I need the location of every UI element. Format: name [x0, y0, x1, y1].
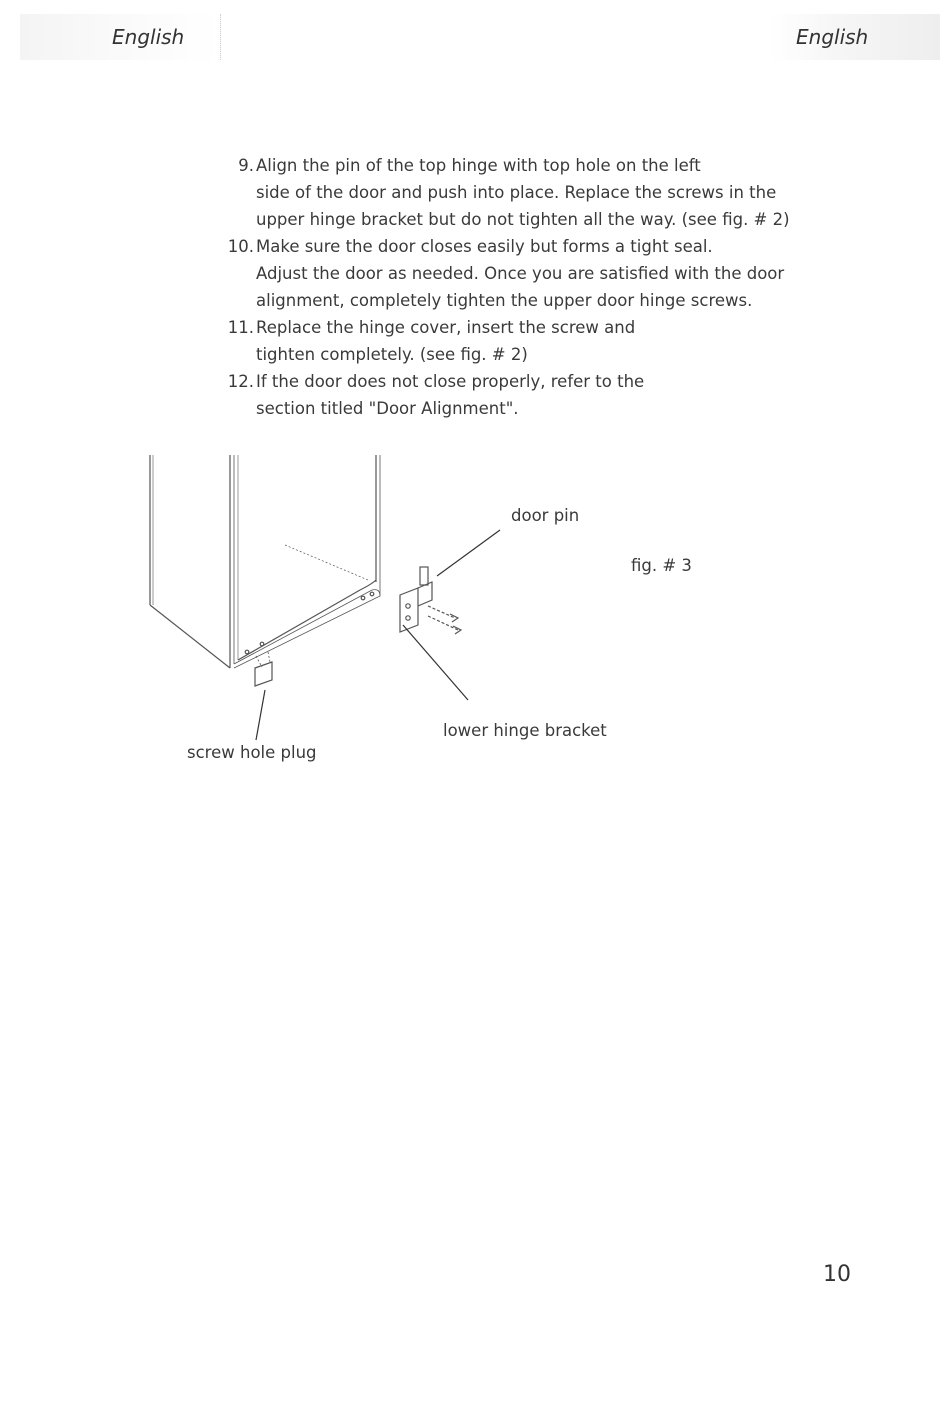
screw-hole-plug-shape [255, 662, 272, 686]
step-9 [214, 152, 824, 233]
step-text: Replace the hinge cover, insert the screw and tighten completely. (see fig. # 2) [256, 318, 636, 364]
step-number: 11. [227, 318, 254, 337]
header-language-tab-left [20, 14, 221, 60]
step-text: Align the pin of the top hinge with top hole on the left side of the door and push into place. Replace the screws in the upper hinge bracket but do not tighten all the way. (see fig. # 2) [256, 156, 790, 229]
step-number: 12. [227, 372, 254, 391]
lower-hinge-bracket-shape [400, 588, 418, 632]
screw-hole-plug-leader [256, 690, 265, 740]
page-number: 10 [823, 1262, 851, 1287]
label-figure-number: fig. # 3 [631, 556, 692, 575]
lower-hinge-bracket-leader [403, 625, 468, 700]
step-number: 9. [238, 156, 254, 175]
header-language-tab-right [770, 14, 940, 60]
header-language-label-right: English [796, 25, 869, 49]
door-pin-leader [437, 530, 500, 576]
door-pin-shape [420, 567, 428, 585]
step-number: 10. [227, 237, 254, 256]
label-lower-hinge-bracket: lower hinge bracket [443, 721, 607, 740]
header-language-label-left: English [112, 25, 185, 49]
door-bottom-edge [238, 580, 376, 660]
step-11 [214, 314, 824, 368]
label-door-pin: door pin [511, 506, 580, 525]
step-text: Make sure the door closes easily but forms a tight seal. Adjust the door as needed. Once you are satisfied with the door alignment, completely tighten the upper door hinge screws. [256, 237, 785, 310]
instruction-steps [214, 152, 824, 422]
step-10 [214, 233, 824, 314]
step-12 [214, 368, 824, 422]
step-text: If the door does not close properly, refer to the section titled "Door Alignment". [256, 372, 645, 418]
label-screw-hole-plug: screw hole plug [187, 743, 317, 762]
cabinet-bottom-edge [150, 605, 230, 668]
